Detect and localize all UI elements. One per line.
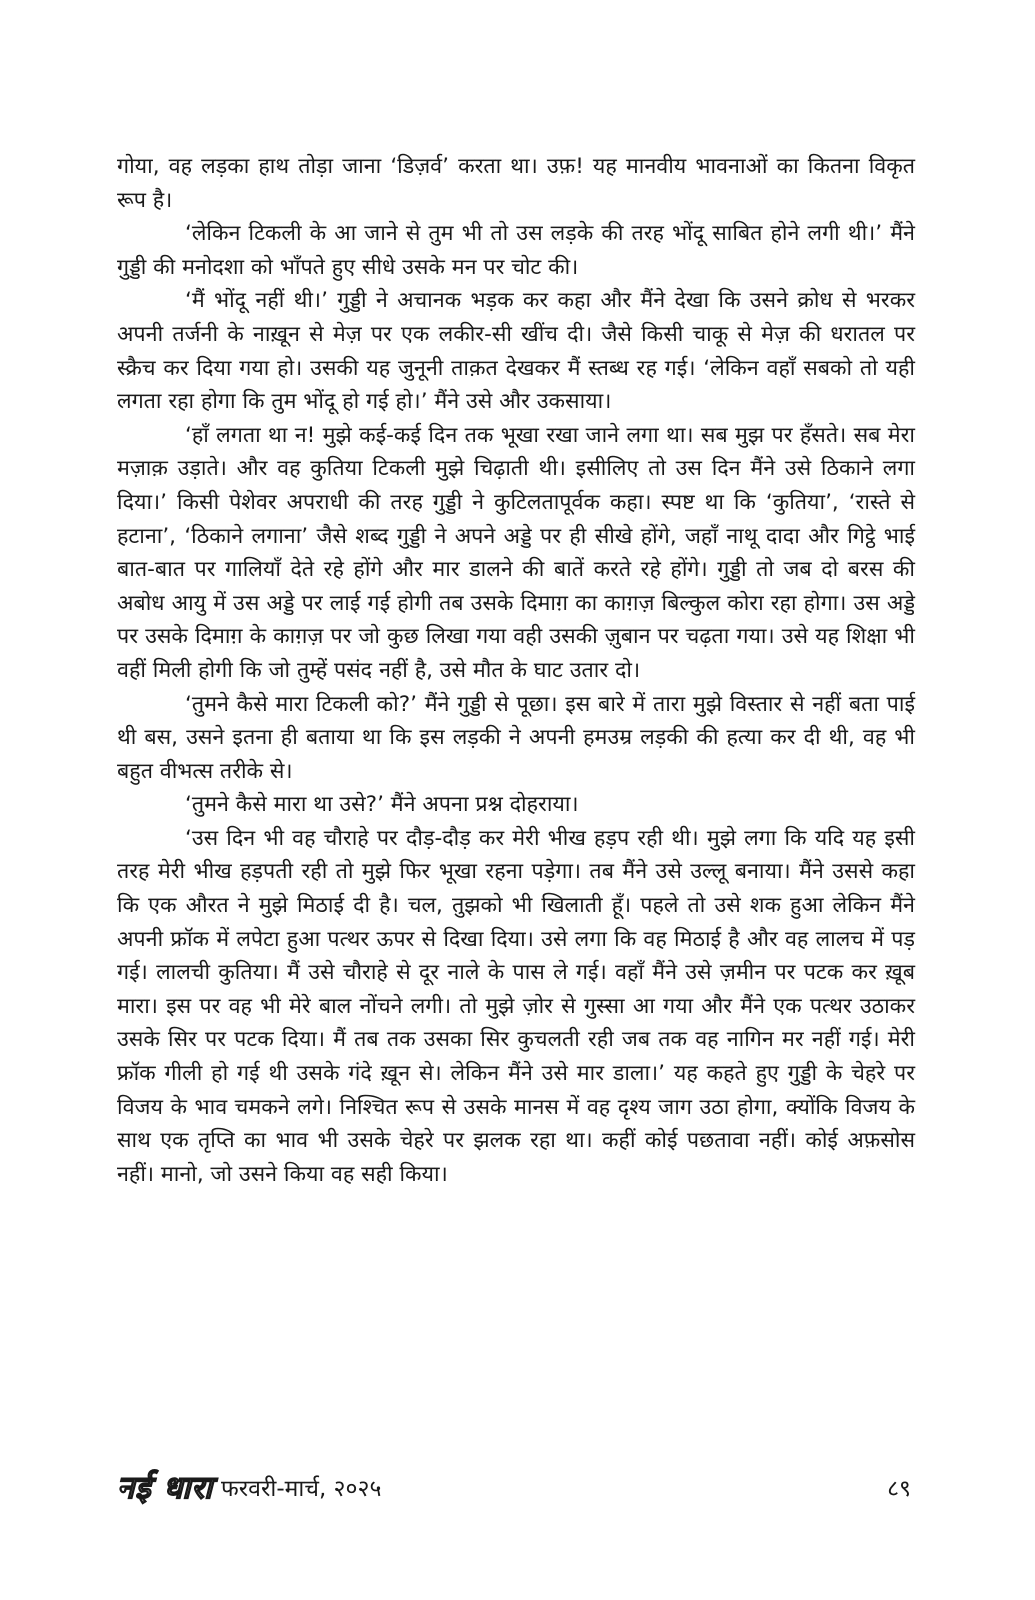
magazine-logo: नई धारा <box>117 1470 214 1506</box>
paragraph-5: ‘तुमने कैसे मारा टिकली को?’ मैंने गुड्डी से पूछा। इस बारे में तारा मुझे विस्तार से नहीं बता पाई थी बस, उसने इतना ही बताया था कि इस लड़की ने अपनी हमउम्र लड़की की हत्या कर दी थी, वह भी बहुत वीभत्स तरीके से। <box>117 691 915 784</box>
paragraph-6: ‘तुमने कैसे मारा था उसे?’ मैंने अपना प्रश्न दोहराया। <box>185 792 579 818</box>
paragraph-1: गोया, वह लड़का हाथ तोड़ा जाना ‘डिज़र्व’ करता था। उफ़! यह मानवीय भावनाओं का कितना विकृत रूप है। <box>117 154 915 213</box>
paragraph-4: ‘हाँ लगता था न! मुझे कई-कई दिन तक भूखा रखा जाने लगा था। सब मुझ पर हँसते। सब मेरा मज़ाक़ उड़ाते। और वह कुतिया टिकली मुझे चिढ़ाती थी। इसीलिए तो उस दिन मैंने उसे ठिकाने लगा दिया।’ किसी पेशेवर अपराधी की तरह गुड्डी ने कुटिलतापूर्वक कहा। स्पष्ट था कि ‘कुतिया’, ‘रास्ते से हटाना’, ‘ठिकाने लगाना’ जैसे शब्द गुड्डी ने अपने अड्डे पर ही सीखे होंगे, जहाँ नाथू दादा और गिट्ठे भाई बात-बात पर गालियाँ देते रहे होंगे और मार डालने की बातें करते रहे होंगे। गुड्डी तो जब दो बरस की अबोध आयु में उस अड्डे पर लाई गई होगी तब उसके दिमाग़ का काग़ज़ बिल्कुल कोरा रहा होगा। उस अड्डे पर उसके दिमाग़ के काग़ज़ पर जो कुछ लिखा गया वही उसकी ज़ुबान पर चढ़ता गया। उसे यह शिक्षा भी वहीं मिली होगी कि जो तुम्हें पसंद नहीं है, उसे मौत के घाट उतार दो। <box>117 422 915 683</box>
page-footer <box>117 1462 915 1512</box>
paragraph-2: ‘लेकिन टिकली के आ जाने से तुम भी तो उस लड़के की तरह भोंदू साबित होने लगी थी।’ मैंने गुड्डी की मनोदशा को भाँपते हुए सीधे उसके मन पर चोट की। <box>117 221 915 280</box>
article-body <box>117 150 915 1191</box>
page-number: ८९ <box>887 1476 911 1502</box>
issue-date: फरवरी-मार्च, २०२५ <box>221 1476 382 1502</box>
paragraph-3: ‘मैं भोंदू नहीं थी।’ गुड्डी ने अचानक भड़क कर कहा और मैंने देखा कि उसने क्रोध से भरकर अपनी तर्जनी के नाख़ून से मेज़ पर एक लकीर-सी खींच दी। जैसे किसी चाकू से मेज़ की धरातल पर स्क्रैच कर दिया गया हो। उसकी यह जुनूनी ताक़त देखकर मैं स्तब्ध रह गई। ‘लेकिन वहाँ सबको तो यही लगता रहा होगा कि तुम भोंदू हो गई हो।’ मैंने उसे और उकसाया। <box>117 288 915 415</box>
footer-left <box>117 1466 381 1508</box>
paragraph-7: ‘उस दिन भी वह चौराहे पर दौड़-दौड़ कर मेरी भीख हड़प रही थी। मुझे लगा कि यदि यह इसी तरह मेरी भीख हड़पती रही तो मुझे फिर भूखा रहना पड़ेगा। तब मैंने उसे उल्लू बनाया। मैंने उससे कहा कि एक औरत ने मुझे मिठाई दी है। चल, तुझको भी खिलाती हूँ। पहले तो उसे शक हुआ लेकिन मैंने अपनी फ्रॉक में लपेटा हुआ पत्थर ऊपर से दिखा दिया। उसे लगा कि वह मिठाई है और वह लालच में पड़ गई। लालची कुतिया। मैं उसे चौराहे से दूर नाले के पास ले गई। वहाँ मैंने उसे ज़मीन पर पटक कर ख़ूब मारा। इस पर वह भी मेरे बाल नोंचने लगी। तो मुझे ज़ोर से गुस्सा आ गया और मैंने एक पत्थर उठाकर उसके सिर पर पटक दिया। मैं तब तक उसका सिर कुचलती रही जब तक वह नागिन मर नहीं गई। मेरी फ्रॉक गीली हो गई थी उसके गंदे ख़ून से। लेकिन मैंने उसे मार डाला।’ यह कहते हुए गुड्डी के चेहरे पर विजय के भाव चमकने लगे। निश्चित रूप से उसके मानस में वह दृश्य जाग उठा होगा, क्योंकि विजय के साथ एक तृप्ति का भाव भी उसके चेहरे पर झलक रहा था। कहीं कोई पछतावा नहीं। कोई अफ़सोस नहीं। मानो, जो उसने किया वह सही किया। <box>117 825 915 1187</box>
